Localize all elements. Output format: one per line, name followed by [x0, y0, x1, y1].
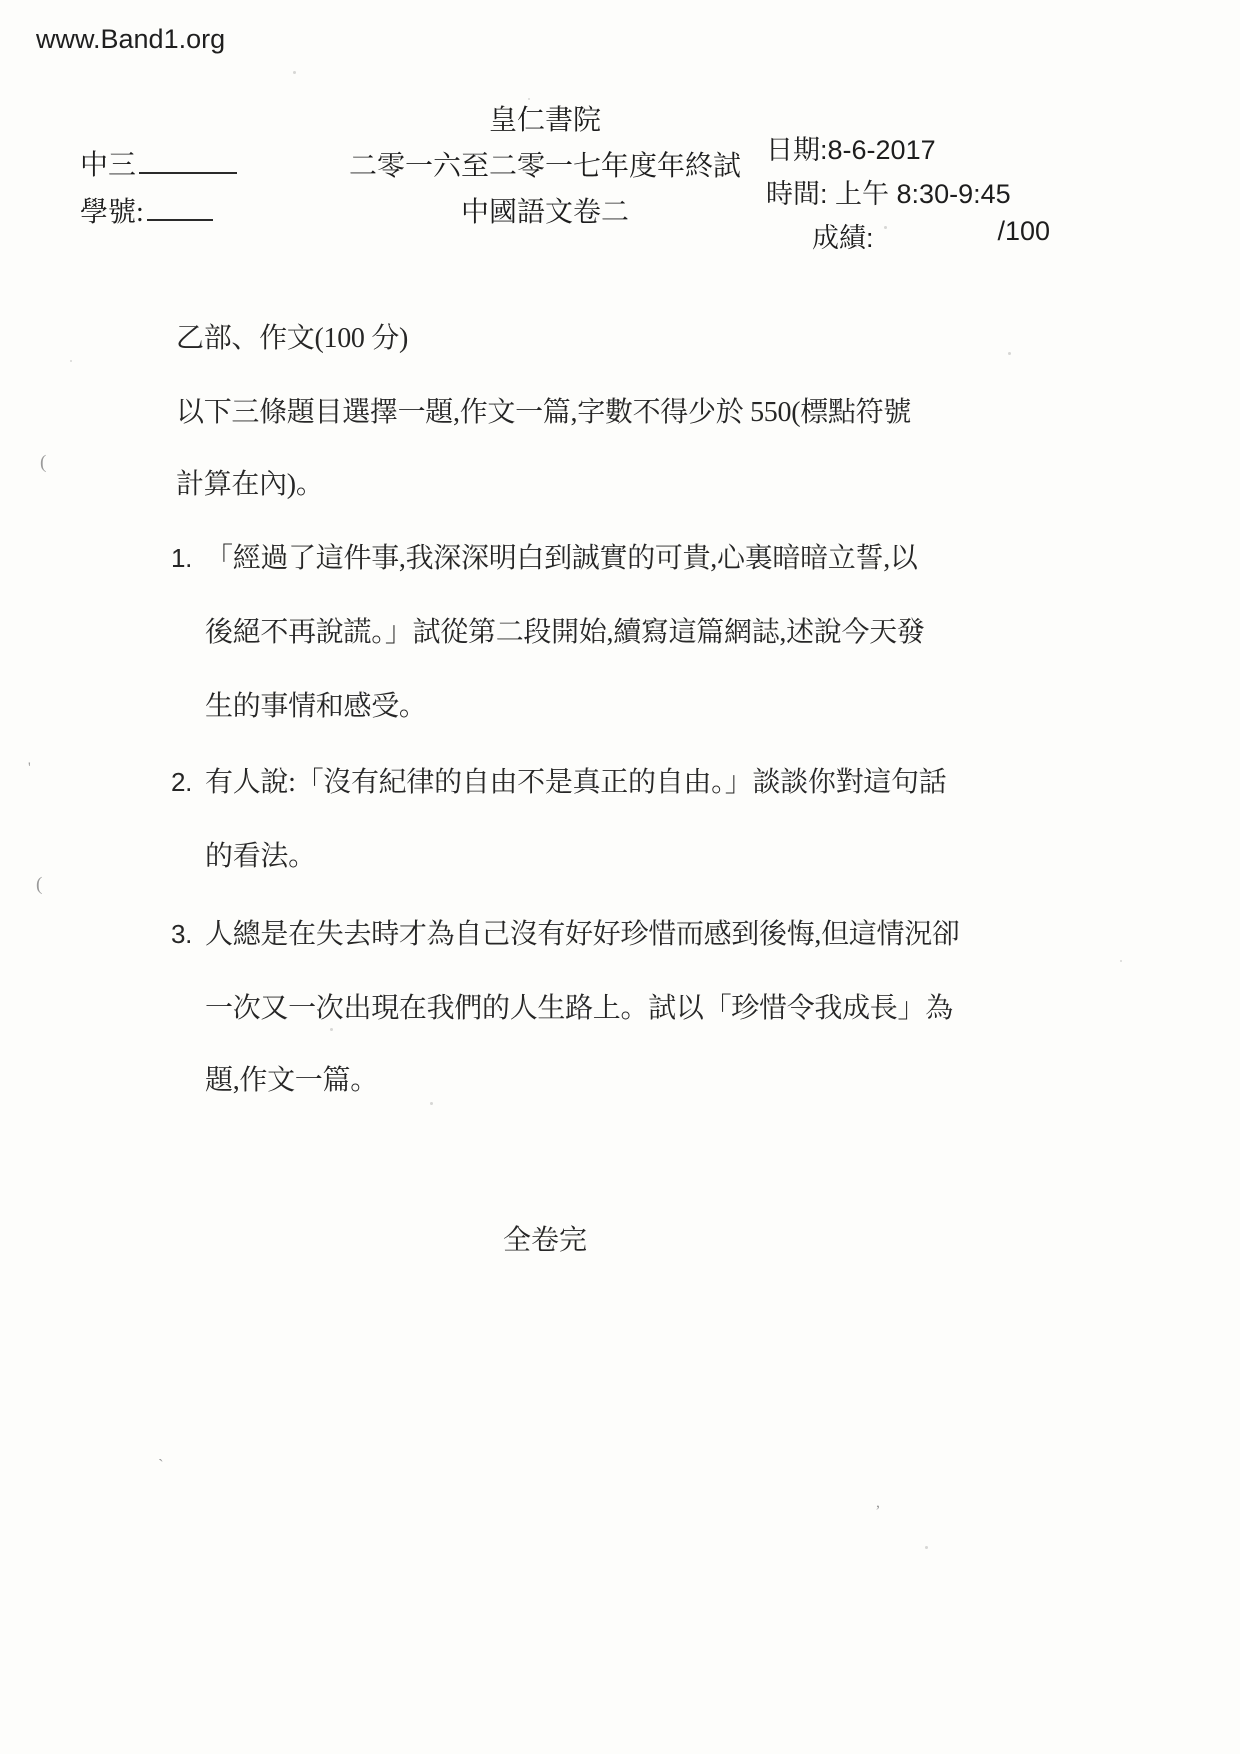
question-1-line-3: 生的事情和感受。	[205, 691, 427, 722]
date-row	[766, 128, 936, 167]
scan-speck	[884, 226, 887, 229]
question-2-line-2: 的看法。	[205, 841, 316, 872]
question-2-text: 有人說:「沒有紀律的自由不是真正的自由。」談談你對這句話	[205, 767, 947, 798]
class-blank-line	[139, 168, 237, 174]
scan-speck	[1008, 352, 1011, 355]
scan-speck	[293, 71, 296, 74]
student-fields	[80, 142, 237, 236]
scan-speck	[330, 1028, 333, 1031]
question-1-line-1	[171, 536, 918, 576]
school-name: 皇仁書院	[488, 105, 601, 136]
scan-speck	[528, 98, 530, 100]
scan-speck	[70, 360, 72, 362]
exam-header	[300, 98, 790, 236]
question-1-number: 1.	[171, 543, 193, 573]
question-3-line-2: 一次又一次出現在我們的人生路上。試以「珍惜令我成長」為	[205, 993, 953, 1024]
class-field	[80, 142, 237, 189]
question-2-number: 2.	[171, 767, 193, 797]
exam-year-title: 二零一六至二零一七年度年終試	[348, 151, 741, 182]
scan-speck	[925, 1546, 928, 1549]
scan-artifact-paren-upper: (	[40, 452, 47, 473]
scan-speck	[430, 1102, 433, 1105]
paper-title: 中國語文卷二	[460, 197, 629, 228]
instructions-line-1: 以下三條題目選擇一題,作文一篇,字數不得少於 550(標點符號	[176, 397, 912, 428]
student-number-label: 學號:	[80, 197, 144, 228]
scan-artifact-comma: ,	[876, 1494, 880, 1511]
scan-artifact-backtick: `	[158, 1456, 164, 1475]
time-row	[766, 172, 1011, 211]
question-3-line-1	[171, 912, 960, 952]
section-heading: 乙部、作文(100 分)	[176, 323, 409, 354]
scan-artifact-paren-lower: (	[36, 874, 43, 895]
scan-speck	[1120, 960, 1122, 962]
question-1-line-2: 後絕不再說謊。」試從第二段開始,續寫這篇網誌,述說今天發	[205, 617, 925, 648]
question-3-line-3: 題,作文一篇。	[205, 1065, 378, 1096]
scan-artifact-apostrophe: '	[28, 760, 31, 776]
student-number-blank-line	[147, 215, 213, 221]
score-row	[812, 216, 1050, 255]
score-label: 成績:	[812, 223, 874, 253]
end-of-paper-text: 全卷完	[502, 1225, 587, 1256]
question-2-line-1	[171, 760, 946, 800]
instructions-line-2: 計算在內)。	[176, 469, 324, 500]
class-label: 中三	[80, 150, 137, 181]
student-number-field	[80, 189, 237, 236]
date-value: 8-6-2017	[827, 135, 936, 165]
time-value: 上午 8:30-9:45	[835, 179, 1011, 209]
time-label: 時間:	[766, 179, 828, 209]
question-3-text: 人總是在失去時才為自己沒有好好珍惜而感到後悔,但這情況卻	[205, 919, 960, 950]
question-1-text: 「經過了這件事,我深深明白到誠實的可貴,心裏暗暗立誓,以	[205, 543, 918, 574]
question-3-number: 3.	[171, 919, 193, 949]
date-label: 日期:	[766, 135, 828, 165]
score-total: /100	[997, 216, 1050, 246]
watermark-url: www.Band1.org	[36, 24, 226, 54]
